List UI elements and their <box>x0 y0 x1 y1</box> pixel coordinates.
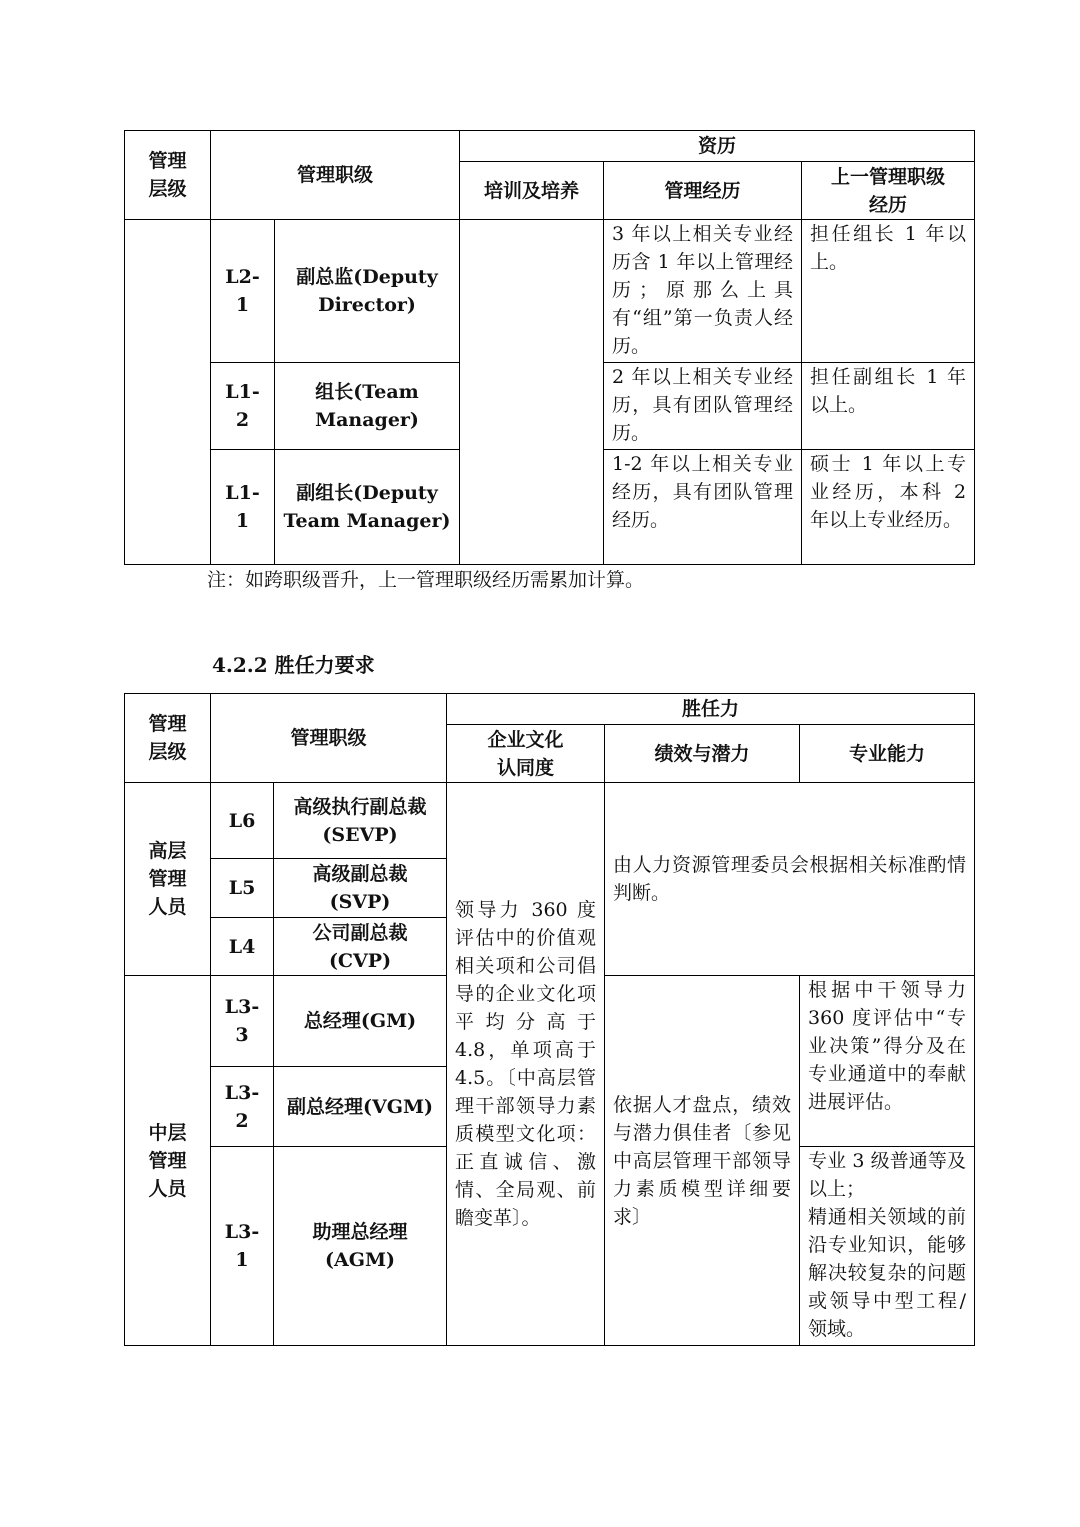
competency-table <box>124 693 975 1346</box>
grade-title: 副总监(Deputy Director) <box>275 220 460 363</box>
middle-performance-text: 依据人才盘点，绩效与潜力俱佳者〔参见中高层管理干部领导力素质模型详细要求〕 <box>605 976 800 1346</box>
grade-code: L1-2 <box>211 363 275 450</box>
table-note: 注：如跨职级晋升，上一管理职级经历需累加计算。 <box>207 569 645 591</box>
header-qualification: 资历 <box>460 131 975 162</box>
professional-ability-l3-lower-text: 专业 3 级普通等及以上； 精通相关领域的前沿专业知识，能够解决较复杂的问题或领导中型工程/领域。 <box>800 1147 975 1346</box>
grade-code: L2-1 <box>211 220 275 363</box>
management-experience-text: 1-2 年以上相关专业经历，具有团队管理经历。 <box>604 450 802 565</box>
header-management-level: 管理 层级 <box>125 131 211 220</box>
grade-title: 公司副总裁 (CVP) <box>274 918 447 976</box>
header-previous-grade-experience: 上一管理职级 经历 <box>802 162 975 220</box>
middle-management-label: 中层 管理 人员 <box>125 976 211 1346</box>
header-training: 培训及培养 <box>460 162 604 220</box>
grade-title: 高级副总裁 (SVP) <box>274 859 447 918</box>
grade-code: L5 <box>211 859 274 918</box>
level-cell-empty <box>125 220 211 565</box>
section-title: 4.2.2 胜任力要求 <box>212 653 375 677</box>
header-professional-ability: 专业能力 <box>800 725 975 783</box>
header-competency: 胜任力 <box>447 694 975 725</box>
senior-management-label: 高层 管理 人员 <box>125 783 211 976</box>
grade-title: 高级执行副总裁 (SEVP) <box>274 783 447 859</box>
grade-code: L3-1 <box>211 1147 274 1346</box>
header-management-experience: 管理经历 <box>604 162 802 220</box>
grade-title: 总经理(GM) <box>274 976 447 1067</box>
header-management-grade: 管理职级 <box>211 694 447 783</box>
previous-grade-text: 硕士 1 年以上专业经历，本科 2 年以上专业经历。 <box>802 450 975 565</box>
grade-code: L4 <box>211 918 274 976</box>
grade-title: 副组长(Deputy Team Manager) <box>275 450 460 565</box>
header-management-level: 管理 层级 <box>125 694 211 783</box>
grade-title: 组长(Team Manager) <box>275 363 460 450</box>
qualification-table <box>124 130 975 565</box>
training-cell-empty <box>460 220 604 565</box>
grade-code: L3-3 <box>211 976 274 1067</box>
professional-ability-l3-3-text: 根据中干领导力 360 度评估中“专业决策”得分及在专业通道中的奉献进展评估。 <box>800 976 975 1147</box>
grade-code: L1-1 <box>211 450 275 565</box>
previous-grade-text: 担任副组长 1 年以上。 <box>802 363 975 450</box>
management-experience-text: 2 年以上相关专业经历，具有团队管理经历。 <box>604 363 802 450</box>
grade-title: 副总经理(VGM) <box>274 1067 447 1147</box>
previous-grade-text: 担任组长 1 年以上。 <box>802 220 975 363</box>
header-management-grade: 管理职级 <box>211 131 460 220</box>
table-row <box>125 220 975 363</box>
grade-code: L6 <box>211 783 274 859</box>
header-performance-potential: 绩效与潜力 <box>605 725 800 783</box>
culture-identity-text: 领导力 360 度评估中的价值观相关项和公司倡导的企业文化项平均分高于 4.8，单项高于 4.5。〔中高层管理干部领导力素质模型文化项：正直诚信、激情、全局观、前瞻变革〕。 <box>447 783 605 1346</box>
senior-performance-professional-text: 由人力资源管理委员会根据相关标准酌情判断。 <box>605 783 975 976</box>
table-row <box>125 783 975 859</box>
management-experience-text: 3 年以上相关专业经历含 1 年以上管理经历；原那么上具有“组”第一负责人经历。 <box>604 220 802 363</box>
grade-code: L3-2 <box>211 1067 274 1147</box>
grade-title: 助理总经理 (AGM) <box>274 1147 447 1346</box>
header-culture-identity: 企业文化 认同度 <box>447 725 605 783</box>
